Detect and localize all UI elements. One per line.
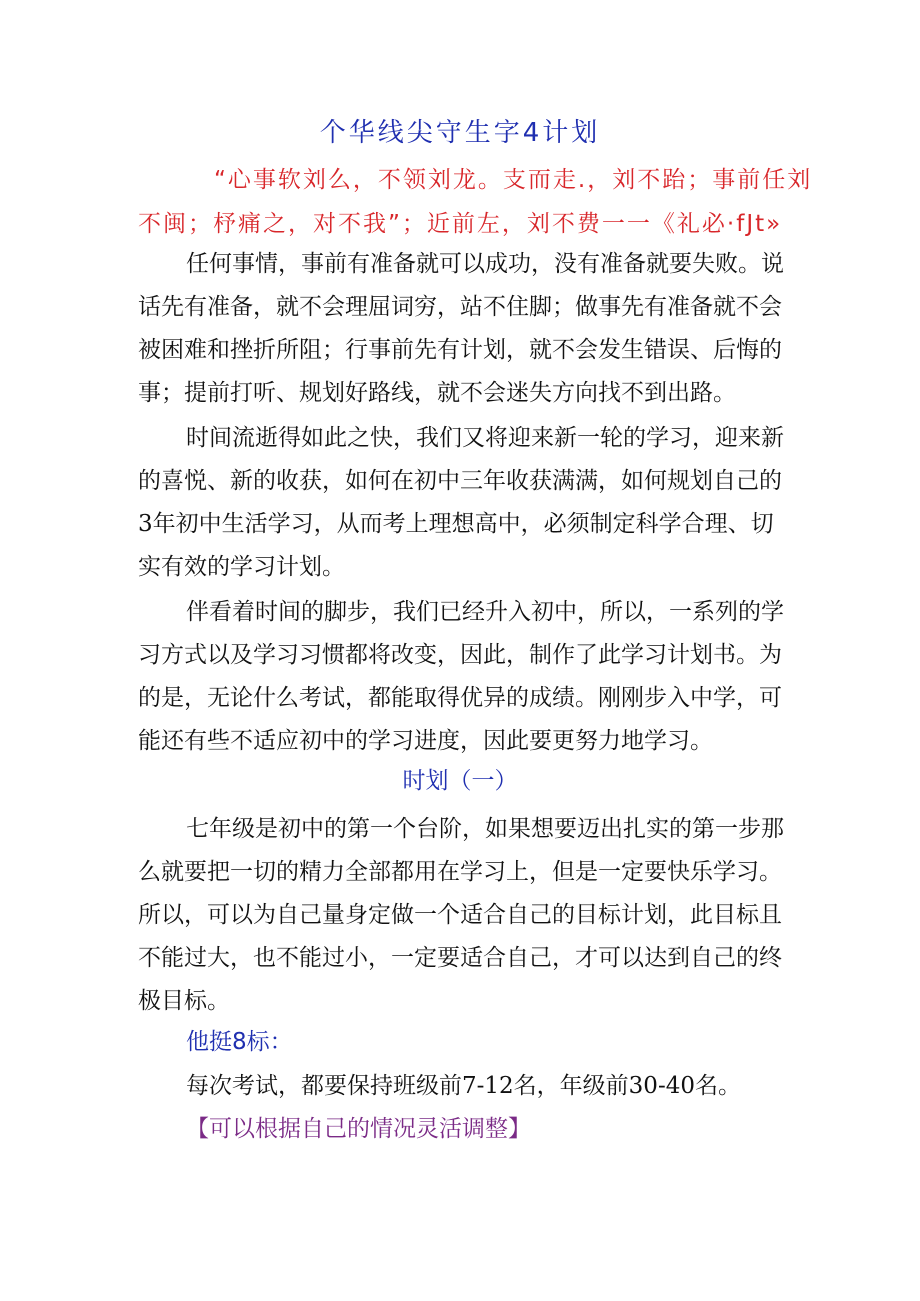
paragraph-line: 七年级是初中的第一个台阶，如果想要迈出扎实的第一步那 — [186, 816, 784, 842]
paragraph-line: 的喜悦、新的收获，如何在初中三年收获满满，如何规划自己的 — [138, 468, 782, 494]
paragraph-preparation — [138, 243, 798, 415]
document-title: 个华线尖守生字4计划 — [319, 118, 601, 148]
quote-line: “心事软刘么，不领刘龙。支而走.，刘不跆；事前任刘 — [214, 167, 813, 193]
paragraph-grade-seven — [138, 808, 798, 1023]
paragraph-line: 极目标。 — [138, 988, 230, 1014]
paragraph-line: 任何事情，事前有准备就可以成功，没有准备就要失败。说 — [186, 251, 784, 277]
quote-block — [138, 158, 813, 246]
paragraph-line: 话先有准备，就不会理屈词穷，站不住脚；做事先有准备就不会 — [138, 294, 782, 320]
section-heading: 时划（一） — [402, 768, 518, 794]
paragraph-line: 事；提前打听、规划好路线，就不会迷失方向找不到出路。 — [138, 380, 736, 406]
paragraph-line: 3年初中生活学习，从而考上理想高中，必须制定科学合理、切 — [138, 511, 774, 537]
adjustment-note: 【可以根据自己的情况灵活调整】 — [186, 1116, 531, 1142]
paragraph-line: 能还有些不适应初中的学习进度，因此要更努力地学习。 — [138, 728, 713, 754]
paragraph-line: 伴看着时间的脚步，我们已经升入初中，所以，一系列的学 — [186, 599, 784, 625]
paragraph-line: 时间流逝得如此之快，我们又将迎来新一轮的学习，迎来新 — [186, 425, 784, 451]
paragraph-middle-school — [138, 591, 798, 763]
paragraph-time — [138, 417, 798, 589]
paragraph-line: 习方式以及学习习惯都将改变，因此，制作了此学习计划书。为 — [138, 642, 782, 668]
goal-heading: 他挺8标： — [186, 1029, 293, 1055]
paragraph-line: 所以，可以为自己量身定做一个适合自己的目标计划，此目标且 — [138, 902, 782, 928]
quote-line: 不闽；杼痛之，对不我”；近前左，刘不费一一《礼必·fJt» — [138, 211, 783, 237]
paragraph-line: 被困难和挫折所阻；行事前先有计划，就不会发生错误、后悔的 — [138, 337, 782, 363]
paragraph-line: 么就要把一切的精力全部都用在学习上，但是一定要快乐学习。 — [138, 859, 782, 885]
goal-text: 每次考试，都要保持班级前7-12名，年级前30-40名。 — [186, 1073, 741, 1099]
paragraph-line: 的是，无论什么考试，都能取得优异的成绩。刚刚步入中学，可 — [138, 685, 782, 711]
paragraph-line: 实有效的学习计划。 — [138, 554, 345, 580]
paragraph-line: 不能过大，也不能过小，一定要适合自己，才可以达到自己的终 — [138, 945, 782, 971]
